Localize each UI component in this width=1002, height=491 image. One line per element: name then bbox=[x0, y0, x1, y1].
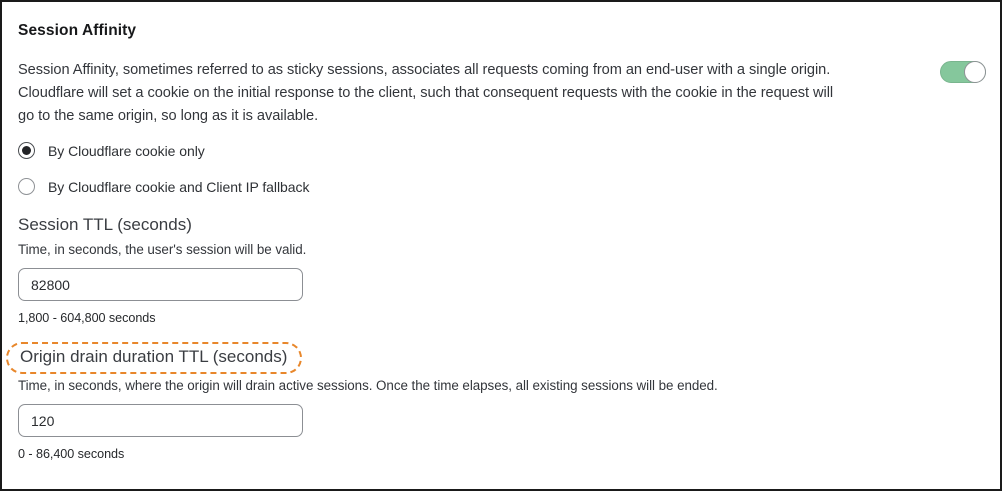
radio-option-label[interactable]: By Cloudflare cookie only bbox=[48, 142, 205, 159]
session-ttl-heading: Session TTL (seconds) bbox=[18, 215, 192, 234]
session-ttl-description: Time, in seconds, the user's session will be valid. bbox=[18, 242, 307, 257]
radio-selected-icon[interactable] bbox=[18, 142, 35, 159]
radio-option-label[interactable]: By Cloudflare cookie and Client IP fallback bbox=[48, 178, 310, 195]
panel-description bbox=[18, 59, 940, 128]
description-line: Session Affinity, sometimes referred to as sticky sessions, associates all requests coming from an end-user with a single origin. bbox=[18, 62, 831, 78]
panel-title: Session Affinity bbox=[18, 22, 137, 39]
origin-drain-annotation-outline bbox=[6, 342, 302, 374]
origin-drain-ttl-input[interactable] bbox=[18, 404, 303, 437]
origin-drain-heading: Origin drain duration TTL (seconds) bbox=[20, 347, 288, 366]
radio-option-cloudflare-cookie-only[interactable] bbox=[18, 142, 986, 159]
session-affinity-toggle[interactable] bbox=[940, 61, 986, 83]
radio-option-cookie-and-client-ip[interactable] bbox=[18, 178, 986, 195]
origin-drain-range-hint: 0 - 86,400 seconds bbox=[18, 447, 125, 461]
affinity-mode-radio-group bbox=[18, 142, 986, 195]
description-line: go to the same origin, so long as it is available. bbox=[18, 108, 319, 124]
session-ttl-range-hint: 1,800 - 604,800 seconds bbox=[18, 311, 156, 325]
toggle-knob-icon bbox=[964, 61, 986, 83]
session-ttl-input[interactable] bbox=[18, 268, 303, 301]
radio-unselected-icon[interactable] bbox=[18, 178, 35, 195]
description-line: Cloudflare will set a cookie on the initial response to the client, such that consequent requests with the cookie in the request will bbox=[18, 85, 834, 101]
header-row bbox=[18, 59, 986, 128]
origin-drain-description: Time, in seconds, where the origin will drain active sessions. Once the time elapses, all existing sessions will be ended. bbox=[18, 378, 718, 393]
